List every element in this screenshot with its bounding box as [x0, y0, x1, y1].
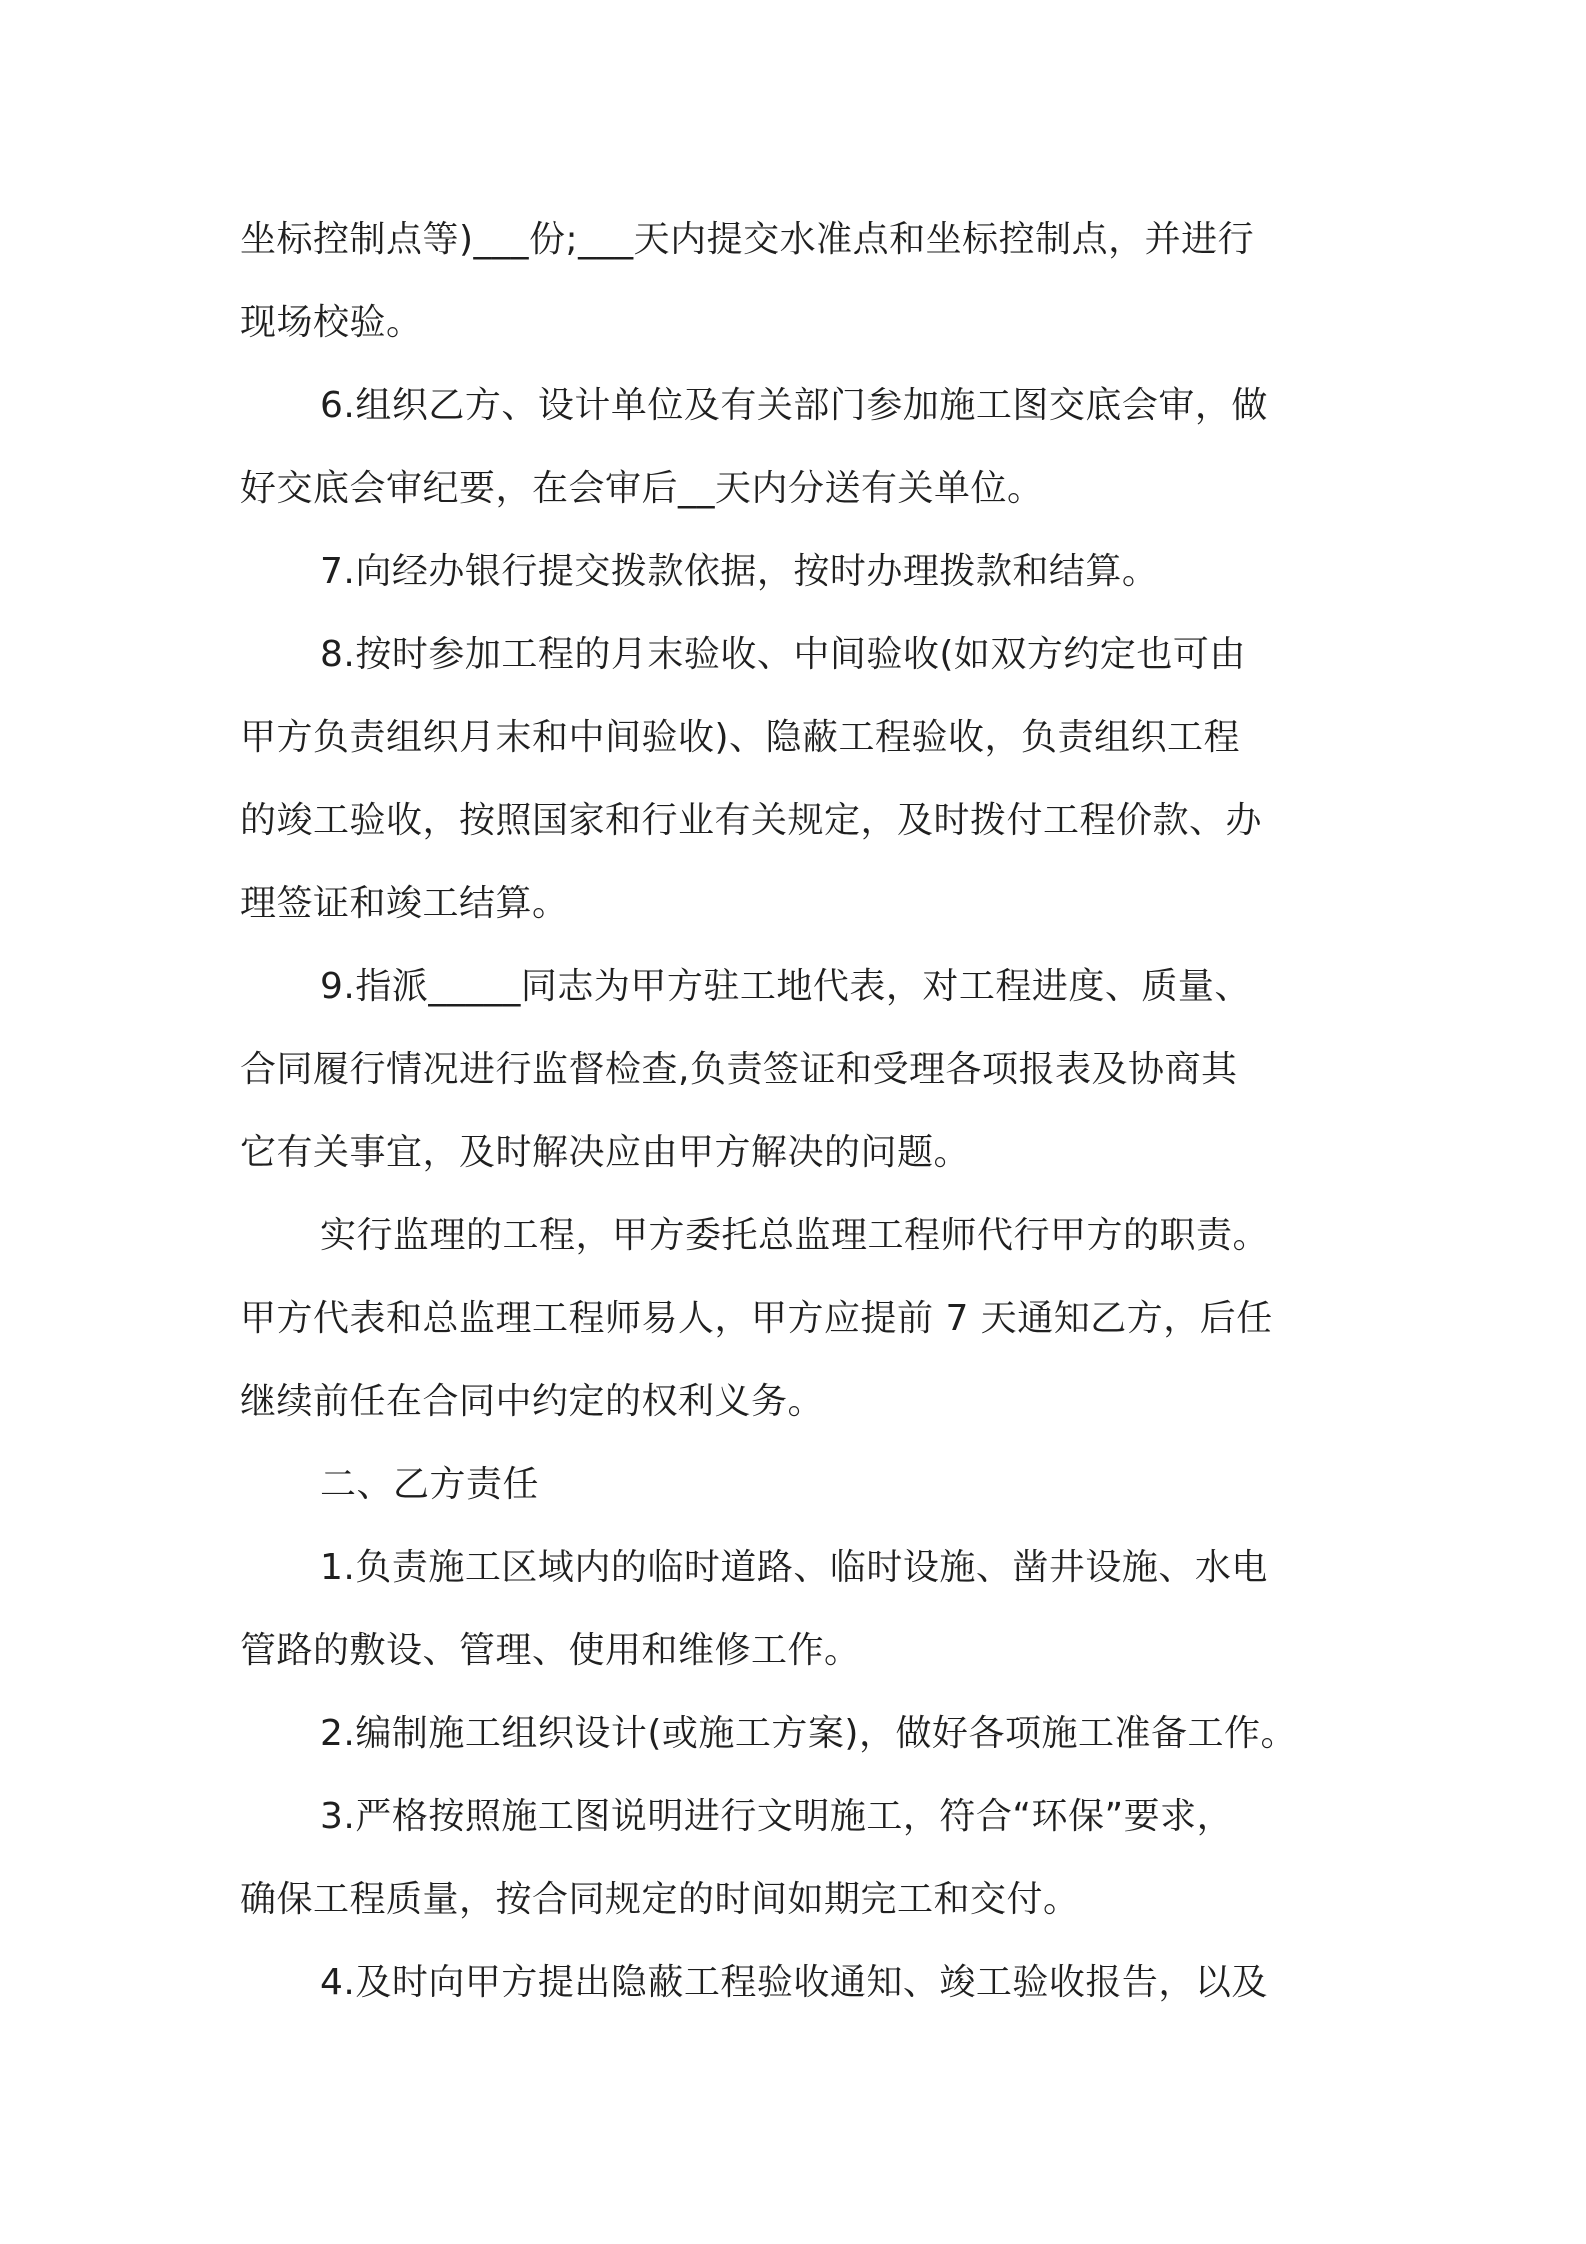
document-body: [240, 198, 1360, 2024]
paragraph-continuation: [240, 198, 1360, 364]
text-line: 6.组织乙方、设计单位及有关部门参加施工图交底会审，做: [320, 385, 1268, 426]
text-line: 现场校验。: [240, 302, 423, 343]
paragraph-item-9: [240, 945, 1360, 1194]
text-line: 的竣工验收，按照国家和行业有关规定，及时拨付工程价款、办: [240, 800, 1263, 841]
text-line: 4.及时向甲方提出隐蔽工程验收通知、竣工验收报告，以及: [320, 1962, 1268, 2003]
text-line: 3.严格按照施工图说明进行文明施工，符合“环保”要求，: [320, 1796, 1234, 1837]
text-line: 它有关事宜，及时解决应由甲方解决的问题。: [240, 1132, 971, 1173]
text-line: 确保工程质量，按合同规定的时间如期完工和交付。: [240, 1879, 1080, 1920]
text-line: 2.编制施工组织设计(或施工方案)，做好各项施工准备工作。: [320, 1713, 1297, 1754]
text-line: 9.指派_____同志为甲方驻工地代表，对工程进度、质量、: [320, 966, 1251, 1007]
section-heading-party-b: [240, 1443, 1360, 1526]
paragraph-b-item-2: [240, 1692, 1360, 1775]
text-line: 实行监理的工程，甲方委托总监理工程师代行甲方的职责。: [320, 1215, 1270, 1256]
text-line: 坐标控制点等)___份;___天内提交水准点和坐标控制点，并进行: [240, 219, 1255, 260]
text-line: 继续前任在合同中约定的权利义务。: [240, 1381, 825, 1422]
text-line: 甲方代表和总监理工程师易人，甲方应提前 7 天通知乙方，后任: [240, 1298, 1273, 1339]
paragraph-item-7: [240, 530, 1360, 613]
paragraph-item-6: [240, 364, 1360, 530]
paragraph-item-8: [240, 613, 1360, 945]
text-line: 合同履行情况进行监督检查,负责签证和受理各项报表及协商其: [240, 1049, 1238, 1090]
paragraph-b-item-3: [240, 1775, 1360, 1941]
paragraph-b-item-4: [240, 1941, 1360, 2024]
text-line: 1.负责施工区域内的临时道路、临时设施、凿井设施、水电: [320, 1547, 1268, 1588]
text-line: 管路的敷设、管理、使用和维修工作。: [240, 1630, 861, 1671]
text-line: 理签证和竣工结算。: [240, 883, 569, 924]
text-line: 8.按时参加工程的月末验收、中间验收(如双方约定也可由: [320, 634, 1246, 675]
paragraph-b-item-1: [240, 1526, 1360, 1692]
section-heading: 二、乙方责任: [320, 1464, 540, 1505]
text-line: 7.向经办银行提交拨款依据，按时办理拨款和结算。: [320, 551, 1159, 592]
text-line: 好交底会审纪要，在会审后__天内分送有关单位。: [240, 468, 1044, 509]
text-line: 甲方负责组织月末和中间验收)、隐蔽工程验收，负责组织工程: [240, 717, 1241, 758]
paragraph-supervision: [240, 1194, 1360, 1443]
